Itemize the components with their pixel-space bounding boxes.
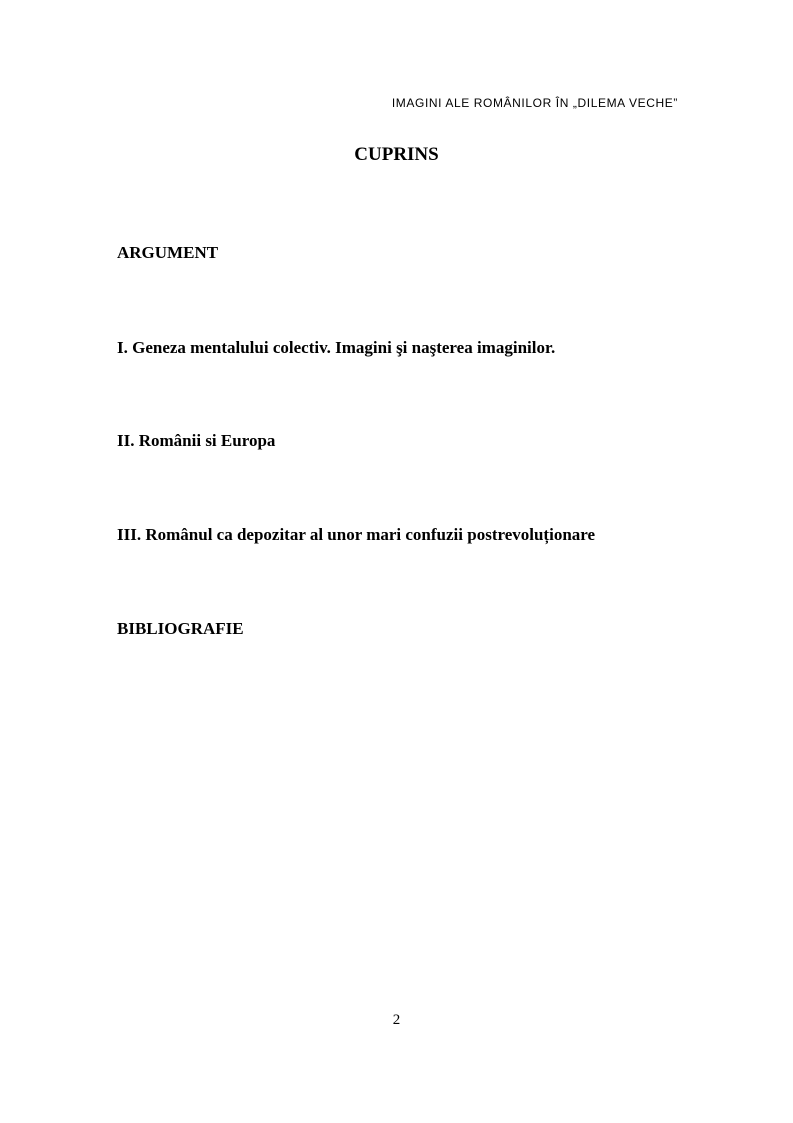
toc-entry-chapter-1: I. Geneza mentalului colectiv. Imagini şi naşterea imaginilor.: [117, 338, 556, 357]
toc-entry-chapter-2: II. Românii si Europa: [117, 431, 276, 450]
page-title: CUPRINS: [354, 144, 439, 165]
toc-entry-argument: ARGUMENT: [117, 243, 219, 262]
running-header: IMAGINI ALE ROMÂNILOR ÎN „DILEMA VECHE”: [391, 96, 678, 110]
toc-entry-bibliography: BIBLIOGRAFIE: [117, 619, 244, 638]
page-number: 2: [392, 1012, 401, 1028]
toc-entry-chapter-3: III. Românul ca depozitar al unor mari confuzii postrevoluționare: [117, 525, 596, 544]
